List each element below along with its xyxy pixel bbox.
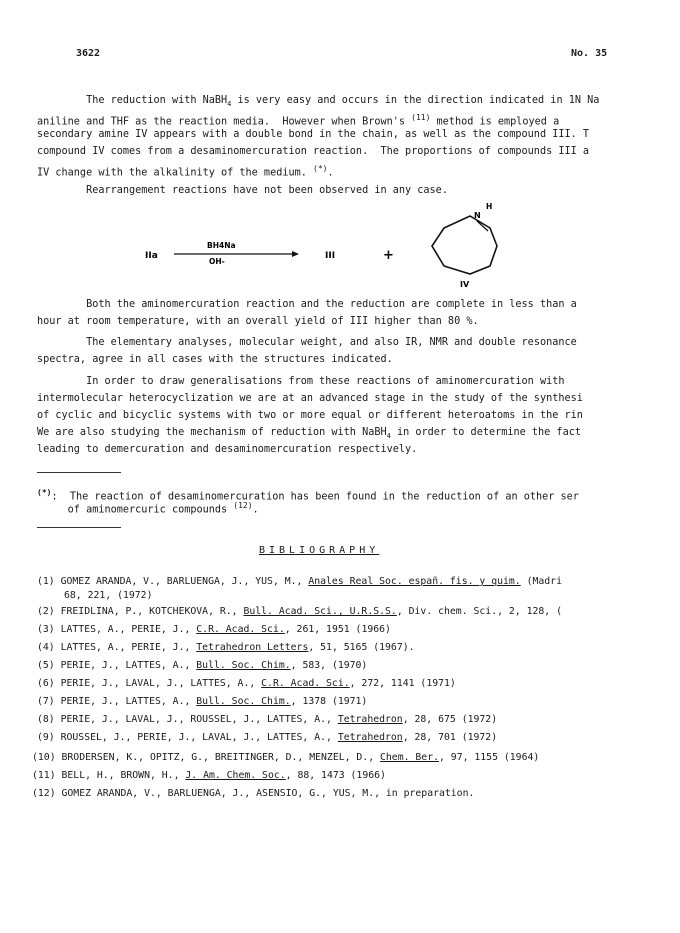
footnote-line2: of aminomercuric compounds $^{(12)}$. — [67, 501, 259, 516]
reference-item: (6) PERIE, J., LAVAL, J., LATTES, A., C.R. Acad. Sci., 272, 1141 (1971) — [37, 678, 456, 689]
para5-line4: We are also studying the mechanism of reduction with NaBH$_4$ in order to determine the fact — [37, 427, 581, 441]
reference-item: (3) LATTES, A., PERIE, J., C.R. Acad. Sci., 261, 1951 (1966) — [37, 624, 391, 635]
reagent-label: BH4Na — [207, 241, 236, 250]
footnote-divider — [37, 472, 121, 473]
reference-item: (12) GOMEZ ARANDA, V., BARLUENGA, J., ASENSIO, G., YUS, M., in preparation. — [32, 788, 475, 799]
product-iv-label: IV — [460, 280, 470, 288]
para1-line4: compound IV comes from a desaminomercuration reaction. The proportions of compounds III a — [37, 146, 590, 157]
issue-number: No. 35 — [571, 48, 608, 59]
nitrogen-label: N — [474, 211, 481, 220]
reference-item: (10) BRODERSEN, K., OPITZ, G., BREITINGER, D., MENZEL, D., Chem. Ber., 97, 1155 (1964) — [32, 752, 540, 763]
azocine-ring — [432, 216, 497, 274]
reference-item: (2) FREIDLINA, P., KOTCHEKOVA, R., Bull. Acad. Sci., U.R.S.S., Div. chem. Sci., 2, 128, ( — [37, 606, 562, 617]
para4-line1: The elementary analyses, molecular weight, and also IR, NMR and double resonance — [86, 337, 577, 348]
condition-label: OH- — [209, 257, 225, 266]
para5-line1: In order to draw generalisations from these reactions of aminomercuration with — [86, 376, 565, 387]
reference-item: (8) PERIE, J., LAVAL, J., ROUSSEL, J., LATTES, A., Tetrahedron, 28, 675 (1972) — [37, 714, 498, 725]
reference-item: (9) ROUSSEL, J., PERIE, J., LAVAL, J., LATTES, A., Tetrahedron, 28, 701 (1972) — [37, 732, 498, 743]
bibliography-divider — [37, 527, 121, 528]
reference-item: (11) BELL, H., BROWN, H., J. Am. Chem. Soc., 88, 1473 (1966) — [32, 770, 386, 781]
reference-item: (4) LATTES, A., PERIE, J., Tetrahedron Letters, 51, 5165 (1967). — [37, 642, 415, 653]
arrowhead-icon — [292, 251, 299, 257]
plus-sign: + — [383, 248, 394, 263]
para3-line1: Both the aminomercuration reaction and the reduction are complete in less than a — [86, 299, 577, 310]
reference-item-cont: 68, 221, (1972) — [64, 590, 153, 601]
para1-line1: The reduction with NaBH$_4$ is very easy and occurs in the direction indicated in 1N Na — [86, 95, 600, 109]
para1-line3: secondary amine IV appears with a double bond in the chain, as well as the compound III. T — [37, 129, 590, 140]
para2: Rearrangement reactions have not been observed in any case. — [86, 185, 448, 196]
para4-line2: spectra, agree in all cases with the structures indicated. — [37, 354, 393, 365]
reference-item: (7) PERIE, J., LATTES, A., Bull. Soc. Chim., 1378 (1971) — [37, 696, 368, 707]
product-iii-label: III — [325, 251, 336, 261]
para5-line3: of cyclic and bicyclic systems with two or more equal or different heteroatoms in the rin — [37, 410, 583, 421]
reference-item: (1) GOMEZ ARANDA, V., BARLUENGA, J., YUS, M., Anales Real Soc. españ. fis. y quim. (Madri — [37, 576, 562, 587]
para5-line2: intermolecular heterocyclization we are at an advanced stage in the study of the synthesi — [37, 393, 583, 404]
footnote-line1: (*): The reaction of desaminomercuration has been found in the reduction of an other ser — [37, 488, 579, 503]
para1-line2: aniline and THF as the reaction media. However when Brown's $^{(11)}$ method is employed a — [37, 113, 560, 128]
page-number: 3622 — [76, 48, 101, 59]
para1-line5: IV change with the alkalinity of the medium. (*). — [37, 164, 334, 179]
hydrogen-label: H — [486, 202, 493, 211]
para5-line5: leading to demercuration and desaminomercuration respectively. — [37, 444, 418, 455]
bibliography-title: BIBLIOGRAPHY — [259, 545, 380, 556]
reaction-scheme — [0, 196, 680, 288]
reference-item: (5) PERIE, J., LATTES, A., Bull. Soc. Chim., 583, (1970) — [37, 660, 368, 671]
para3-line2: hour at room temperature, with an overall yield of III higher than 80 %. — [37, 316, 479, 327]
reactant-label: IIa — [145, 251, 158, 261]
